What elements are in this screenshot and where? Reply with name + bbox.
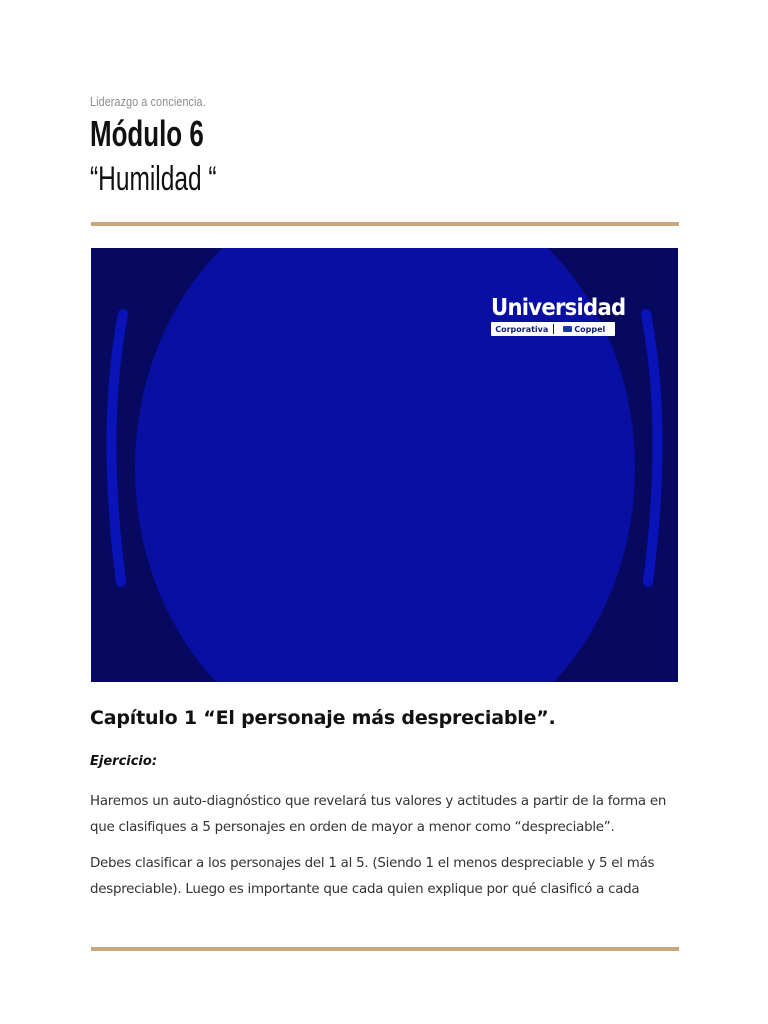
paragraph-instructions: Debes clasificar a los personajes del 1 al 5. (Siendo 1 el menos despreciable y 5 el más despreciable). Luego es importante que cada quien explique por qué clasificó a cada <box>90 856 655 897</box>
logo-right-label: Coppel <box>574 324 606 334</box>
course-eyebrow: Liderazgo a conciencia. <box>90 94 206 109</box>
chapter-title: Capítulo 1 “El personaje más despreciable”. <box>90 707 556 729</box>
coppel-icon <box>563 326 572 332</box>
document-header <box>90 94 680 199</box>
hero-image <box>91 248 678 682</box>
paragraph-intro: Haremos un auto-diagnóstico que revelará tus valores y actitudes a partir de la forma en que clasifiques a 5 personajes en orden de mayor a menor como “despreciable”. <box>90 794 667 835</box>
module-title: Módulo 6 <box>90 113 204 154</box>
module-subtitle: “Humildad “ <box>90 160 217 198</box>
logo-wordmark: Universidad <box>491 295 626 321</box>
logo-sub-bar <box>491 322 615 336</box>
exercise-label: Ejercicio: <box>90 754 158 769</box>
bottom-divider <box>91 947 679 951</box>
universidad-logo <box>491 295 626 336</box>
logo-right-segment <box>554 322 616 336</box>
top-divider <box>91 222 679 226</box>
logo-left-label: Corporativa <box>495 324 549 334</box>
chapter-content <box>90 704 674 903</box>
